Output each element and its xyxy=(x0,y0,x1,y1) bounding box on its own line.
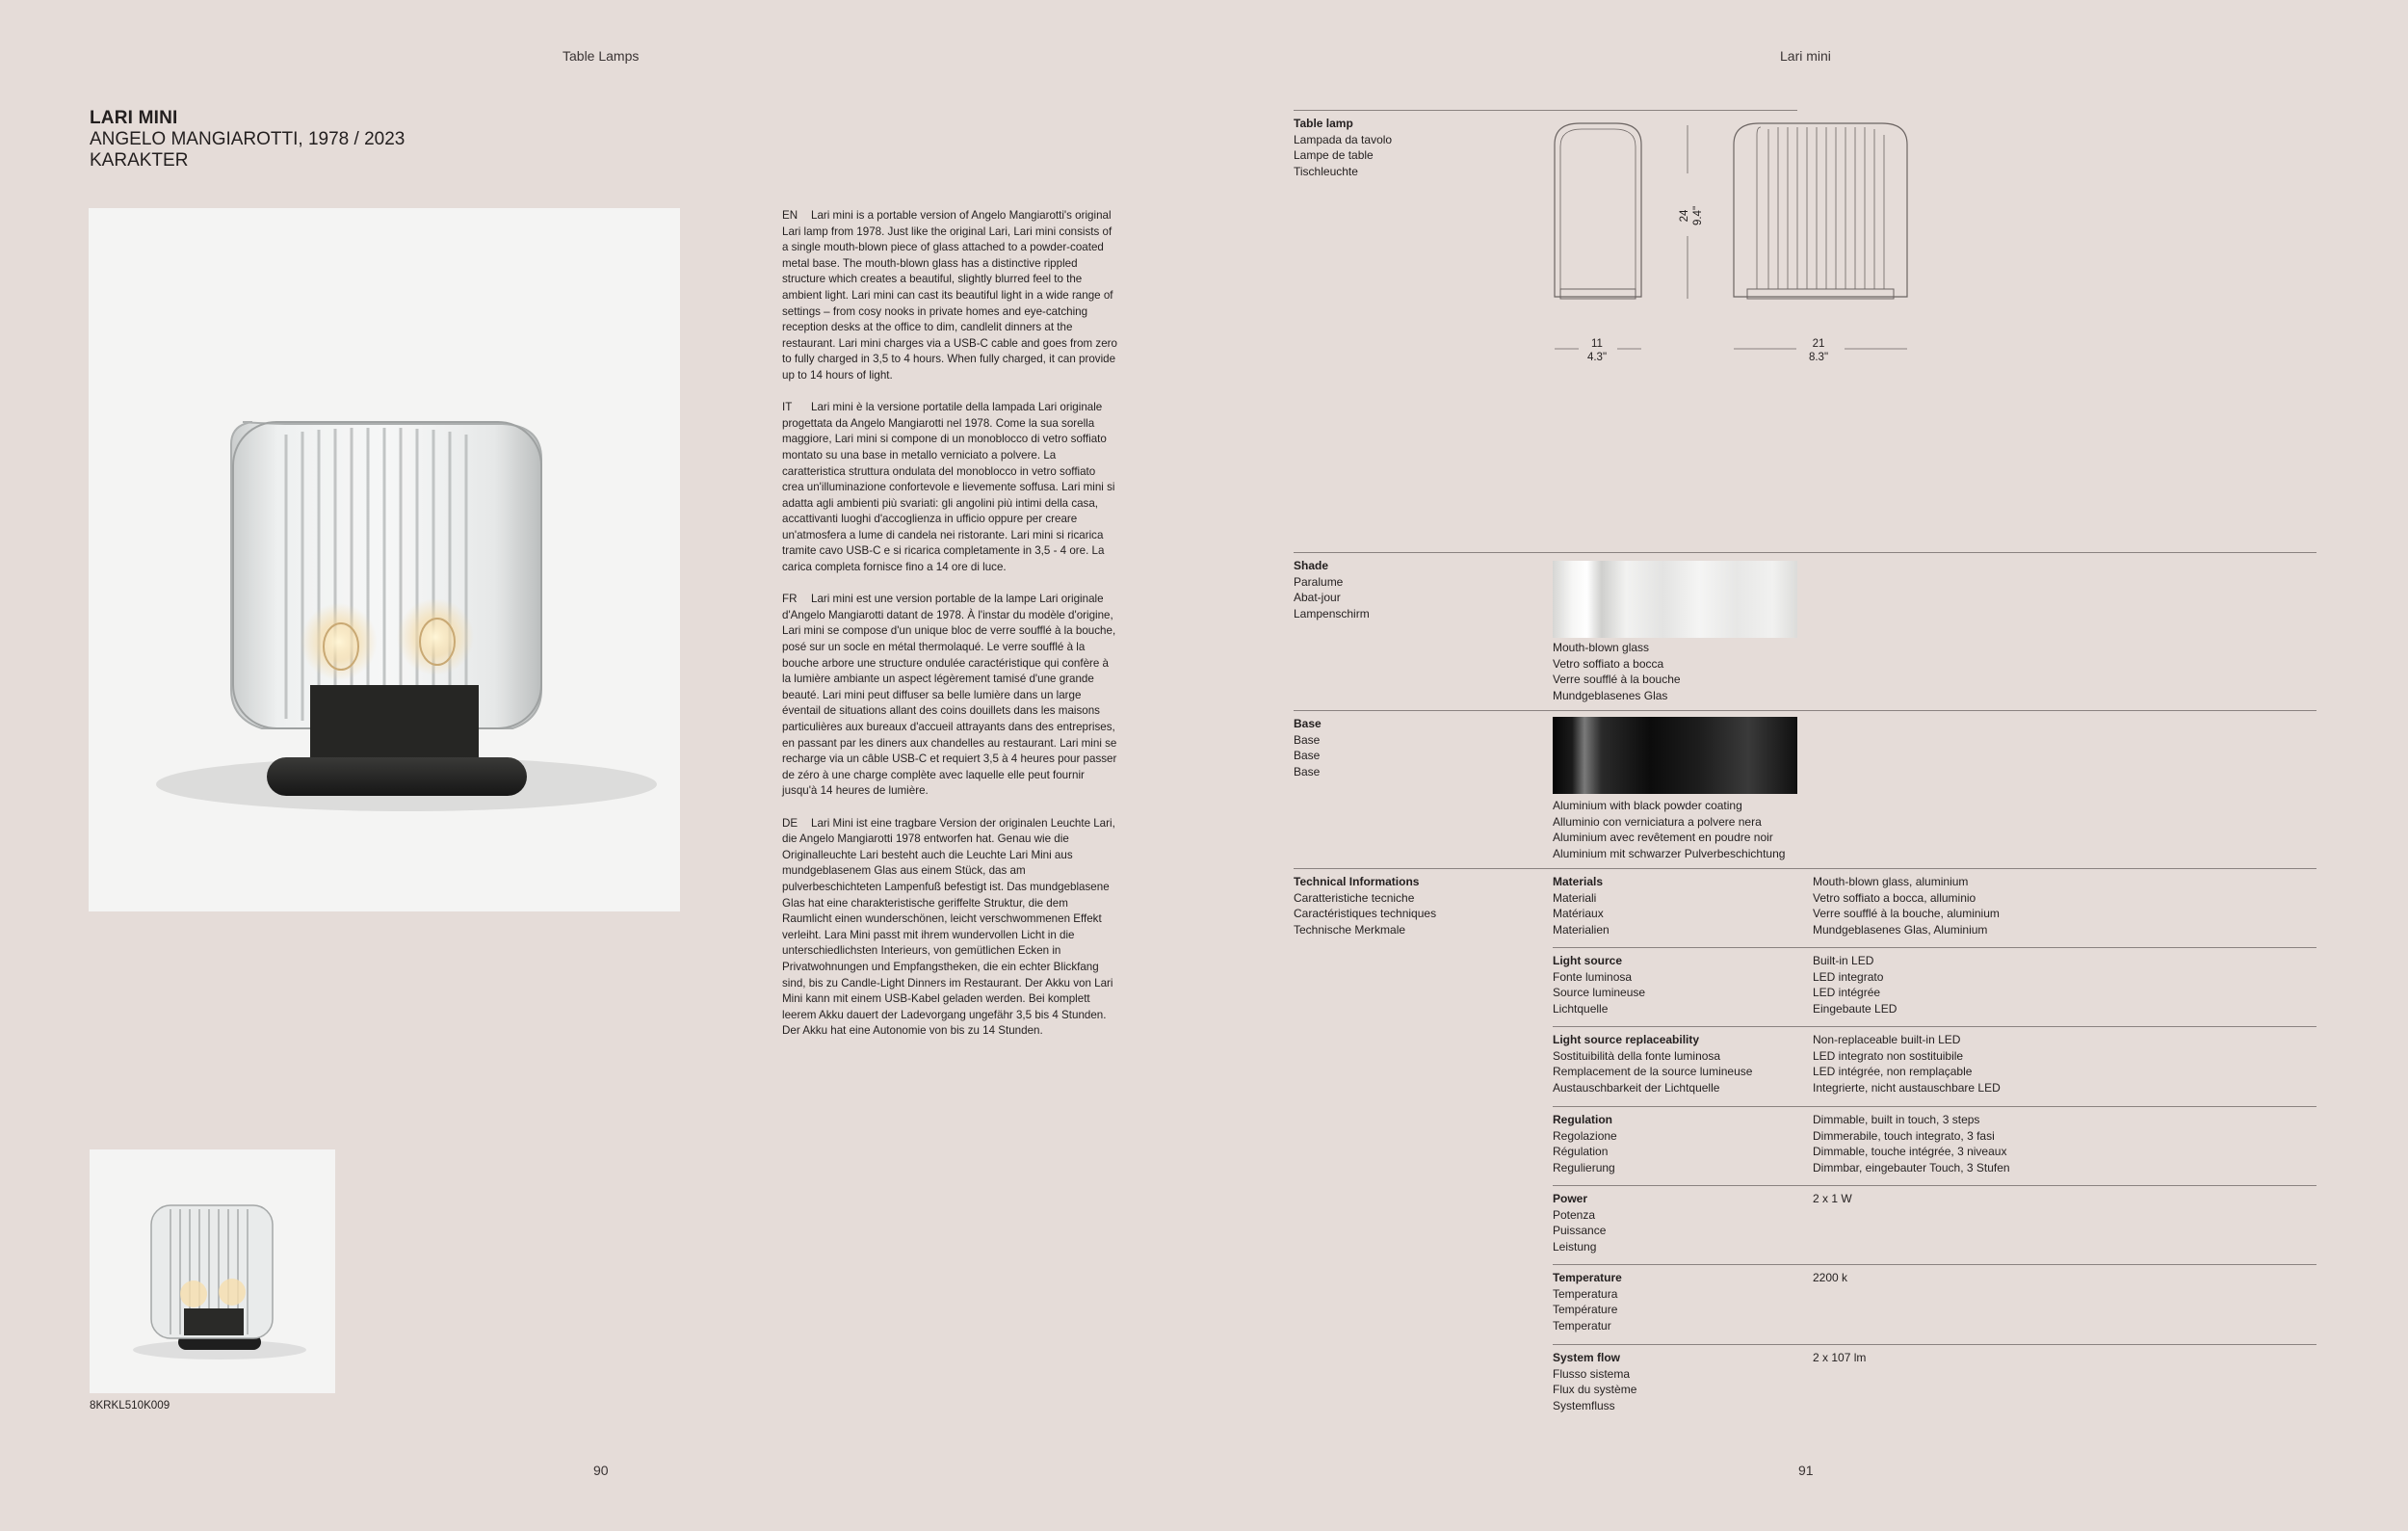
spec-value: Built-in LED xyxy=(1813,954,1874,967)
divider-top xyxy=(1294,110,1797,111)
spec-label: Regulation xyxy=(1553,1113,1612,1126)
technical-labels: Technical Informations Caratteristiche tecniche Caractéristiques techniques Technische Merkmale xyxy=(1294,875,1437,937)
width-dimension-label: 21 8.3" xyxy=(1808,338,1829,363)
product-brand: KARAKTER xyxy=(90,150,189,171)
spec-label: System flow xyxy=(1553,1351,1621,1364)
thumbnail-photo xyxy=(90,1149,335,1393)
category-line: Lampe de table xyxy=(1294,148,1374,163)
page-number-left: 90 xyxy=(593,1463,609,1478)
base-aluminium-swatch xyxy=(1553,717,1797,794)
divider-spec xyxy=(1553,1026,2316,1027)
spec-label: Light source replaceability xyxy=(1553,1033,1700,1046)
product-title-block xyxy=(90,108,405,172)
spec-value: Non-replaceable built-in LED xyxy=(1813,1033,1961,1046)
description-fr: FR Lari mini est une version portable de la lampe Lari originale d'Angelo Mangiarotti datant de 1978. À l'instar du modèle d'origine, Lari mini se compose d'un unique bloc de verre soufflé à la bouche, posé sur un socle en métal thermolaqué. Le verre soufflé à la bouche arbore une structure ondulée caractéristique qui confère à la lumière ambiante un aspect légèrement tamisé d'une grande beauté. Lari mini peut diffuser sa belle lumière dans un large éventail de situations allant des coins douillets dans les maisons particulières aux bureaux d'accueil attrayants dans des entreprises, en passant par les diners aux chandelles au restaurant. Lari mini se recharge via un câble USB-C et requiert 3,5 à 4 heures pour passer de zéro à une charge complète avec laquelle elle peut fournir jusqu'à 14 heures de lumière. xyxy=(782,593,1117,798)
technical-title: Technical Informations xyxy=(1294,875,1420,888)
running-header-right: Lari mini xyxy=(1780,48,1831,64)
shade-labels: Shade Paralume Abat-jour Lampenschirm xyxy=(1294,559,1370,620)
sku-code: 8KRKL510K009 xyxy=(90,1399,170,1412)
description-en: EN Lari mini is a portable version of Angelo Mangiarotti's original Lari lamp from 1978. Just like the original Lari, Lari mini consists of a single mouth-blown piece of glass attached to a powder-coated metal base. The mouth-blown glass has a distinctive rippled structure which creates a beautiful, slightly blurred feel to the ambient light. Lari mini can cast its beautiful light in a wide range of settings – from cosy nooks in private homes and eye-catching reception desks at the office to dim, candlelit dinners at the restaurant. Lari mini charges via a USB-C cable and goes from zero to fully charged in 3,5 to 4 hours. When fully charged, it can provide up to 14 hours of light. xyxy=(782,209,1117,382)
shade-material: Mouth-blown glass Vetro soffiato a bocca Verre soufflé à la bouche Mundgeblasenes Glas xyxy=(1553,641,1681,702)
description-column xyxy=(782,208,1119,1055)
divider-shade xyxy=(1294,552,2316,553)
shade-glass-swatch xyxy=(1553,561,1797,638)
shade-title: Shade xyxy=(1294,559,1329,572)
base-title: Base xyxy=(1294,717,1322,730)
spec-value: 2 x 107 lm xyxy=(1813,1351,1867,1364)
height-dimension-label: 24 9.4" xyxy=(1679,205,1704,226)
description-de: DE Lari Mini ist eine tragbare Version der originalen Leuchte Lari, die Angelo Mangiarotti 1978 entworfen hat. Genau wie die Originalleuchte Lari besteht auch die Leuchte Lari Mini aus mundgeblasenem Glas aus einem Stück, das am pulverbeschichteten Lampenfuß befestigt ist. Das mundgeblasene Glas hat eine charakteristische geriffelte Struktur, die dem Raumlicht einen wunderschönen, leicht verschwommenen Effekt verleiht. Lara Mini passt mit ihrem wundervollen Licht in die unterschiedlichsten Interieurs, von gemütlichen Ecken in Privatwohnungen und Empfangstheken, die ein echter Blickfang sind, bis zu Candle-Light Dinners im Restaurant. Der Akku von Lari Mini kann mit einem USB-Kabel geladen werden. Bei komplett leerem Akku dauert der Ladevorgang ungefähr 3,5 bis 4 Stunden. Der Akku hat eine Autonomie von bis zu 14 Stunden. xyxy=(782,816,1115,1038)
spec-label: Materials xyxy=(1553,875,1604,888)
depth-dimension-label: 11 4.3" xyxy=(1586,338,1608,363)
spec-value: 2 x 1 W xyxy=(1813,1192,1852,1205)
product-designer: ANGELO MANGIAROTTI, 1978 / 2023 xyxy=(90,129,406,149)
spec-label: Light source xyxy=(1553,954,1623,967)
main-product-photo xyxy=(89,208,680,911)
category-line: Tischleuchte xyxy=(1294,164,1358,178)
category-title: Table lamp xyxy=(1294,117,1353,130)
spec-value: Dimmable, built in touch, 3 steps xyxy=(1813,1113,1980,1126)
base-labels: Base Base Base Base xyxy=(1294,717,1322,779)
divider-spec xyxy=(1553,947,2316,948)
base-material: Aluminium with black powder coating Alluminio con verniciatura a polvere nera Aluminium avec revêtement en poudre noir Aluminium mit schwarzer Pulverbeschichtung xyxy=(1553,799,1786,860)
product-name: LARI MINI xyxy=(90,108,178,128)
spec-value: 2200 k xyxy=(1813,1271,1848,1284)
divider-base xyxy=(1294,710,2316,711)
lamp-thumbnail-illustration xyxy=(90,1149,335,1393)
running-header-left: Table Lamps xyxy=(563,48,640,64)
spec-label: Power xyxy=(1553,1192,1588,1205)
lamp-illustration xyxy=(89,208,680,911)
dimension-drawing xyxy=(1541,116,1926,308)
description-it: IT Lari mini è la versione portatile della lampada Lari originale progettata da Angelo Mangiarotti nel 1978. Come la sua sorella maggiore, Lari mini si compone di un monoblocco di vetro soffiato montato su una base in metallo verniciato a polvere. La caratteristica struttura ondulata del monoblocco in vetro soffiato crea un'illuminazione confortevole e lievemente soffusa. Lari mini si adatta agli ambienti più svariati: gli angolini più intimi della casa, accattivanti luoghi d'accoglienza in ufficio oppure per creare un'atmosfera a lume di candela nei ristorante. Lari mini si ricarica tramite cavo USB-C e si ricarica completamente in 3,5 - 4 ore. La carica completa fornisce fino a 14 ore di luce. xyxy=(782,401,1115,574)
divider-technical xyxy=(1294,868,2316,869)
spec-value: Mouth-blown glass, aluminium xyxy=(1813,875,1969,888)
divider-spec xyxy=(1553,1106,2316,1107)
page-number-right: 91 xyxy=(1798,1463,1814,1478)
category-line: Lampada da tavolo xyxy=(1294,132,1393,146)
divider-spec xyxy=(1553,1264,2316,1265)
divider-spec xyxy=(1553,1344,2316,1345)
category-block xyxy=(1294,116,1392,179)
spec-label: Temperature xyxy=(1553,1271,1622,1284)
divider-spec xyxy=(1553,1185,2316,1186)
